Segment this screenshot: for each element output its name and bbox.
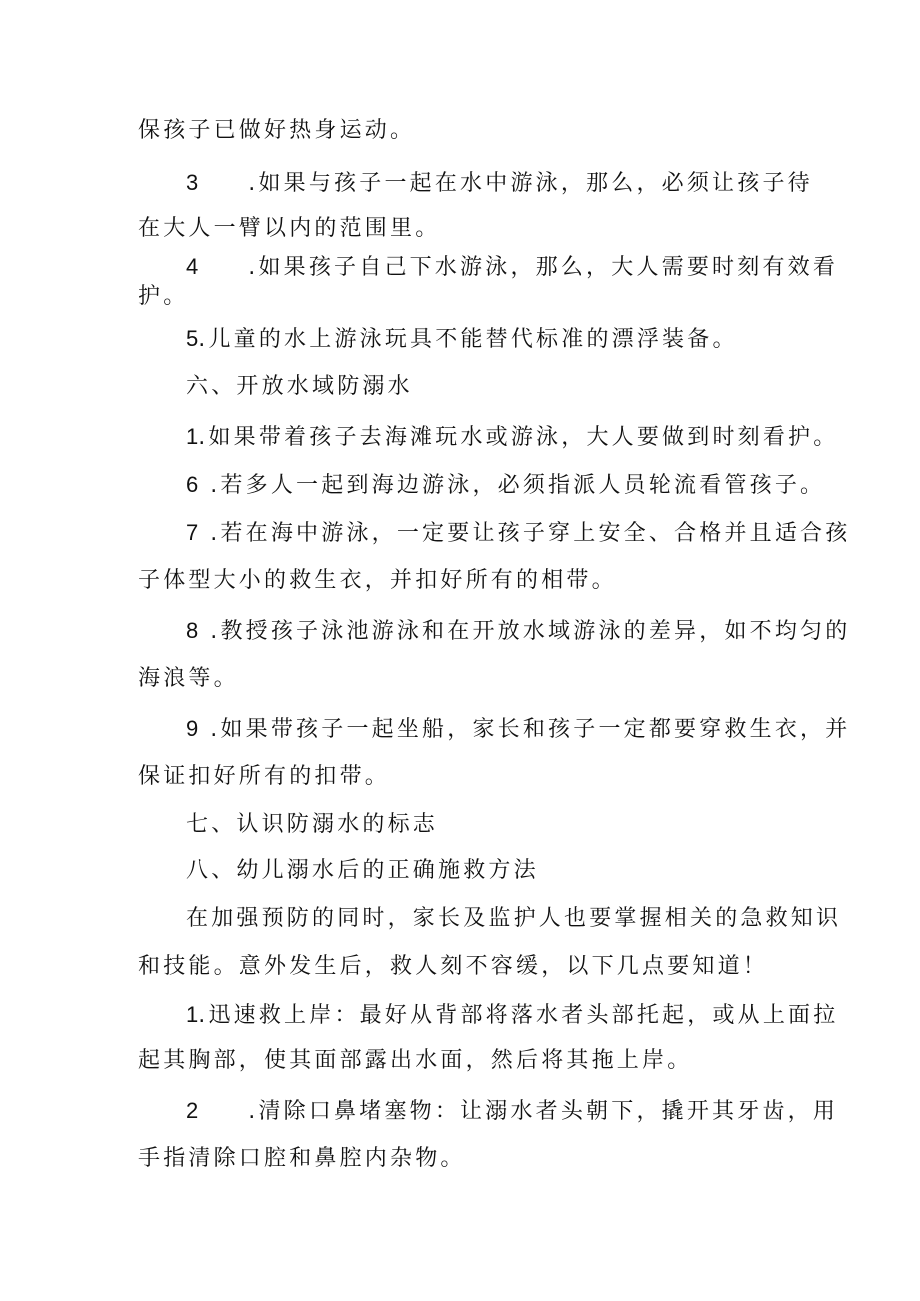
line-text: 海浪等。 (138, 666, 239, 691)
text-line-1 (138, 116, 415, 146)
list-item-6 (186, 470, 825, 501)
item-number: 7 (186, 520, 199, 545)
text-line-continuation (138, 1144, 466, 1174)
section-heading-6 (186, 372, 413, 402)
list-item-3 (186, 168, 813, 199)
item-text: .若在海中游泳，一定要让孩子穿上安全、合格并且适合孩 (210, 521, 851, 546)
item-text: .教授孩子泳池游泳和在开放水域游泳的差异，如不均匀的 (210, 619, 851, 644)
list-item-8 (186, 616, 850, 647)
text-line-continuation (138, 214, 440, 244)
item-text: .若多人一起到海边游泳，必须指派人员轮流看管孩子。 (210, 473, 826, 498)
item-number: 9 (186, 716, 199, 741)
text-line-continuation (138, 664, 239, 694)
item-number: 1 (186, 424, 199, 449)
list-item-9 (186, 714, 850, 745)
item-text: .如果孩子自己下水游泳，那么，大人需要时刻有效看 (248, 255, 839, 280)
list-item-4 (186, 252, 838, 283)
heading-text: 六、开放水域防溺水 (186, 374, 413, 399)
item-text: .如果带孩子一起坐船，家长和孩子一定都要穿救生衣，并 (210, 717, 851, 742)
item-number: 1 (186, 1002, 199, 1027)
list-item-5 (186, 324, 738, 355)
item-number: 2 (186, 1098, 199, 1123)
item-text: .如果带着孩子去海滩玩水或游泳，大人要做到时刻看护。 (198, 425, 839, 450)
line-text: 手指清除口腔和鼻腔内杂物。 (138, 1146, 466, 1171)
section-heading-8 (186, 856, 539, 886)
item-text: .迅速救上岸：最好从背部将落水者头部托起，或从上面拉 (198, 1003, 839, 1028)
text-line-continuation (138, 566, 617, 596)
item-number: 8 (186, 618, 199, 643)
section-heading-7 (186, 810, 438, 840)
list-item-7 (186, 518, 850, 549)
paragraph-line (138, 952, 768, 982)
item-number: 6 (186, 472, 199, 497)
item-text: .儿童的水上游泳玩具不能替代标准的漂浮装备。 (198, 327, 738, 352)
line-text: 和技能。意外发生后，救人刻不容缓，以下几点要知道！ (138, 954, 769, 979)
heading-text: 八、幼儿溺水后的正确施救方法 (186, 858, 539, 883)
heading-text: 七、认识防溺水的标志 (186, 812, 439, 837)
line-text: 护。 (138, 284, 189, 309)
line-text: 子体型大小的救生衣，并扣好所有的相带。 (138, 568, 617, 593)
paragraph-line (186, 904, 841, 934)
item-number: 3 (186, 170, 199, 195)
text-line-continuation (138, 762, 390, 792)
line-text: 起其胸部，使其面部露出水面，然后将其拖上岸。 (138, 1048, 693, 1073)
item-text: .清除口鼻堵塞物：让溺水者头朝下，撬开其牙齿，用 (248, 1099, 839, 1124)
list-item-1-rescue (186, 1000, 838, 1031)
list-item-2-rescue (186, 1096, 838, 1127)
text-line-continuation (138, 282, 188, 312)
text-line-continuation (138, 1046, 692, 1076)
line-text: 保证扣好所有的扣带。 (138, 764, 391, 789)
item-number: 4 (186, 254, 199, 279)
item-number: 5 (186, 326, 199, 351)
item-text: .如果与孩子一起在水中游泳，那么，必须让孩子待 (248, 171, 813, 196)
line-text: 在加强预防的同时，家长及监护人也要掌握相关的急救知识 (186, 906, 842, 931)
line-text: 在大人一臂以内的范围里。 (138, 216, 441, 241)
list-item-1 (186, 422, 838, 453)
line-text: 保孩子已做好热身运动。 (138, 118, 416, 143)
